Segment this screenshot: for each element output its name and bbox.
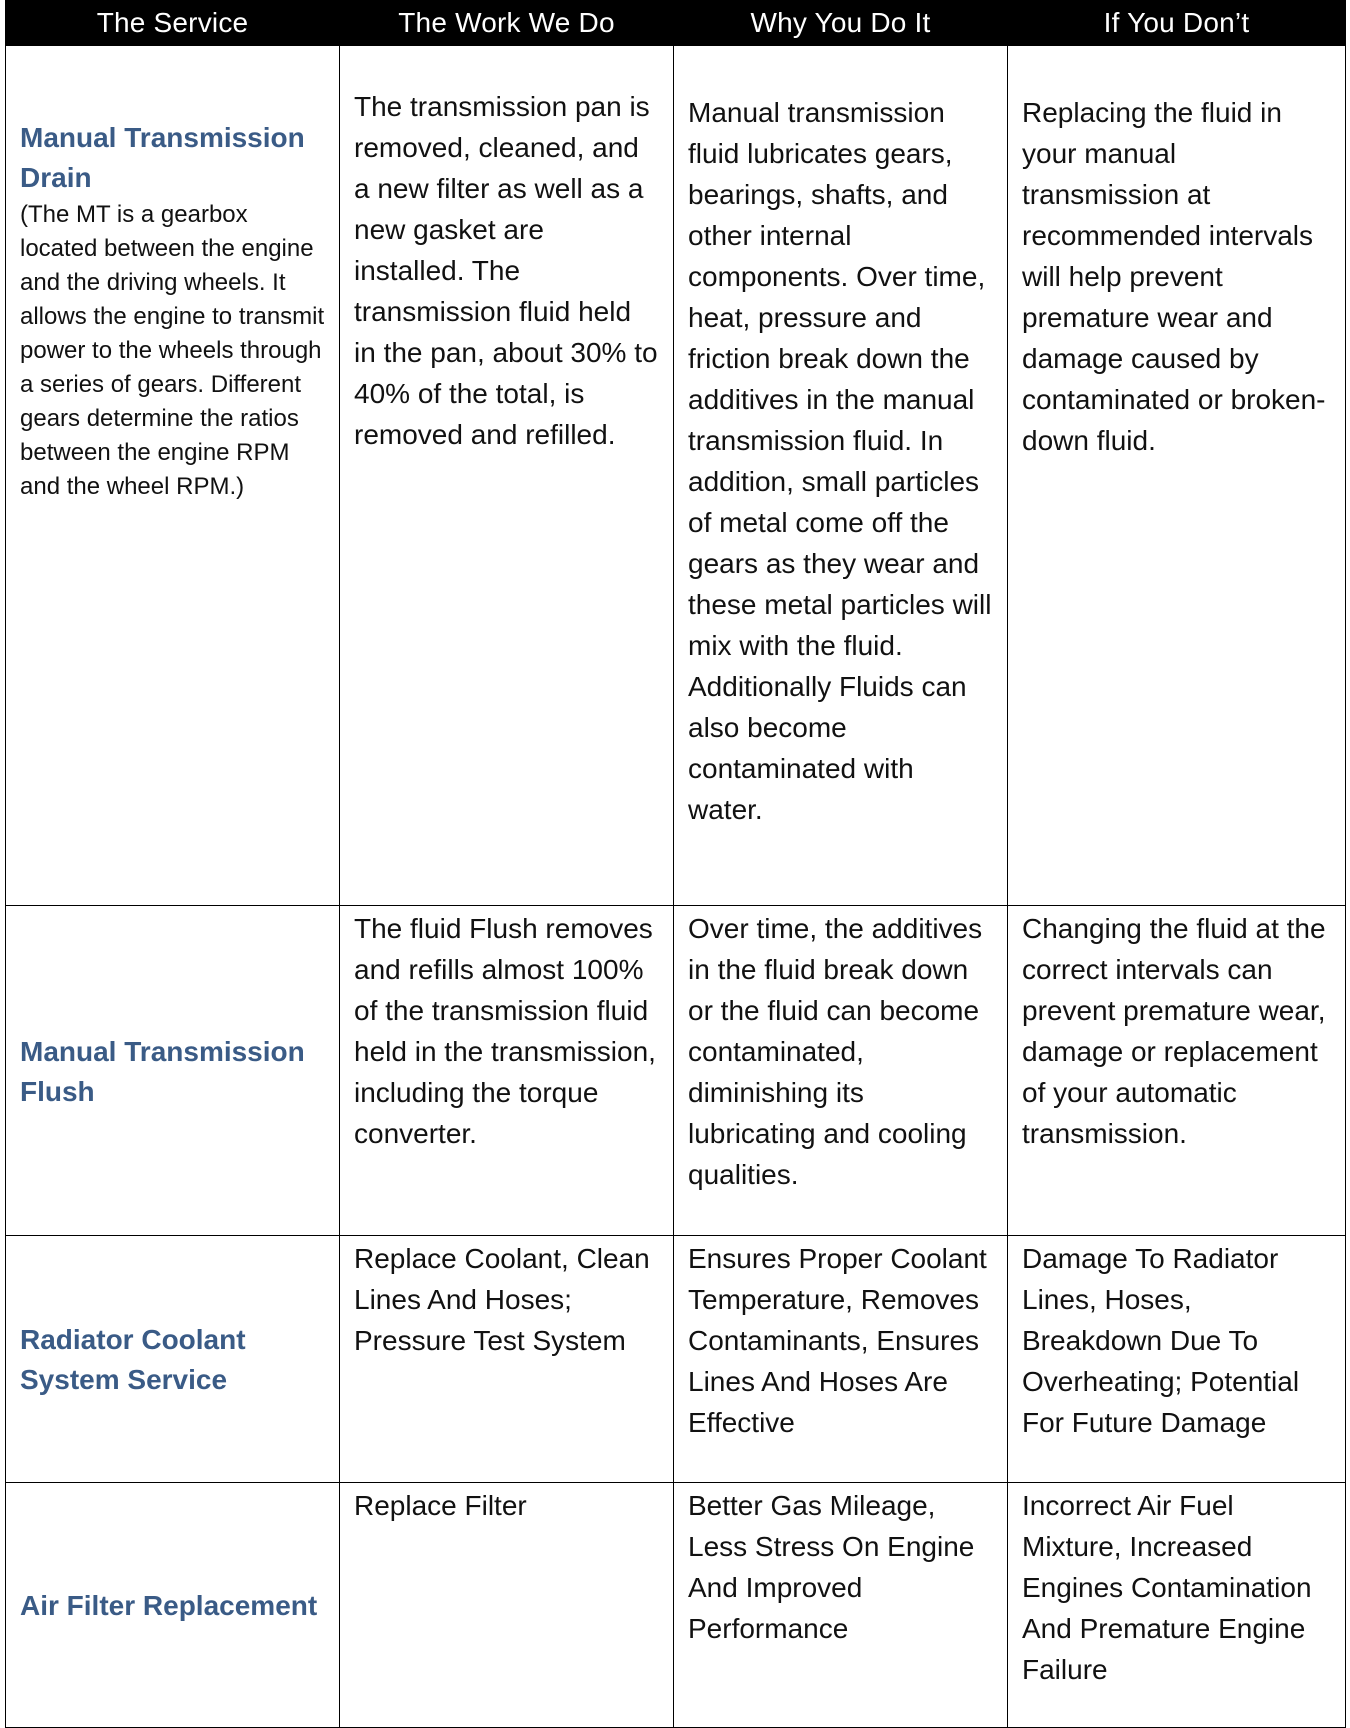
service-cell — [6, 46, 340, 906]
service-name: Air Filter Replacement — [20, 1590, 318, 1621]
header-dont: If You Don’t — [1008, 1, 1346, 46]
service-name: Radiator Coolant System Service — [20, 1324, 246, 1395]
dont-cell: Replacing the fluid in your manual transmission at recommended intervals will help prevent premature wear and damage caused by contaminated or broken-down fluid. — [1008, 46, 1346, 906]
service-table — [5, 0, 1346, 1728]
service-cell — [6, 906, 340, 1236]
dont-cell: Damage To Radiator Lines, Hoses, Breakdown Due To Overheating; Potential For Future Damage — [1008, 1236, 1346, 1483]
work-cell: The fluid Flush removes and refills almost 100% of the transmission fluid held in the transmission, including the torque converter. — [340, 906, 674, 1236]
why-cell: Ensures Proper Coolant Temperature, Removes Contaminants, Ensures Lines And Hoses Are Effective — [674, 1236, 1008, 1483]
dont-cell: Changing the fluid at the correct intervals can prevent premature wear, damage or replacement of your automatic transmission. — [1008, 906, 1346, 1236]
table-row — [6, 46, 1346, 906]
why-cell: Manual transmission fluid lubricates gears, bearings, shafts, and other internal components. Over time, heat, pressure and friction break down the additives in the manual transmission fluid. In addition, small particles of metal come off the gears as they wear and these metal particles will mix with the fluid. Additionally Fluids can also become contaminated with water. — [674, 46, 1008, 906]
header-why: Why You Do It — [674, 1, 1008, 46]
service-note: (The MT is a gearbox located between the engine and the driving wheels. It allows the engine to transmit power to the wheels through a series of gears. Different gears determine the ratios between the engine RPM and the wheel RPM.) — [20, 201, 325, 500]
why-cell: Over time, the additives in the fluid break down or the fluid can become contaminated, diminishing its lubricating and cooling qualities. — [674, 906, 1008, 1236]
table-row — [6, 1483, 1346, 1728]
header-service: The Service — [6, 1, 340, 46]
service-cell — [6, 1483, 340, 1728]
work-cell: Replace Coolant, Clean Lines And Hoses; Pressure Test System — [340, 1236, 674, 1483]
work-cell: Replace Filter — [340, 1483, 674, 1728]
service-cell — [6, 1236, 340, 1483]
dont-cell: Incorrect Air Fuel Mixture, Increased Engines Contamination And Premature Engine Failure — [1008, 1483, 1346, 1728]
service-table-page — [5, 0, 1345, 1728]
service-name: Manual Transmission Flush — [20, 1035, 305, 1107]
why-cell: Better Gas Mileage, Less Stress On Engine And Improved Performance — [674, 1483, 1008, 1728]
header-work: The Work We Do — [340, 1, 674, 46]
service-name: Manual Transmission Drain — [20, 122, 305, 193]
header-row — [6, 1, 1346, 46]
table-row — [6, 906, 1346, 1236]
table-row — [6, 1236, 1346, 1483]
work-cell: The transmission pan is removed, cleaned, and a new filter as well as a new gasket are installed. The transmission fluid held in the pan, about 30% to 40% of the total, is removed and refilled. — [340, 46, 674, 906]
